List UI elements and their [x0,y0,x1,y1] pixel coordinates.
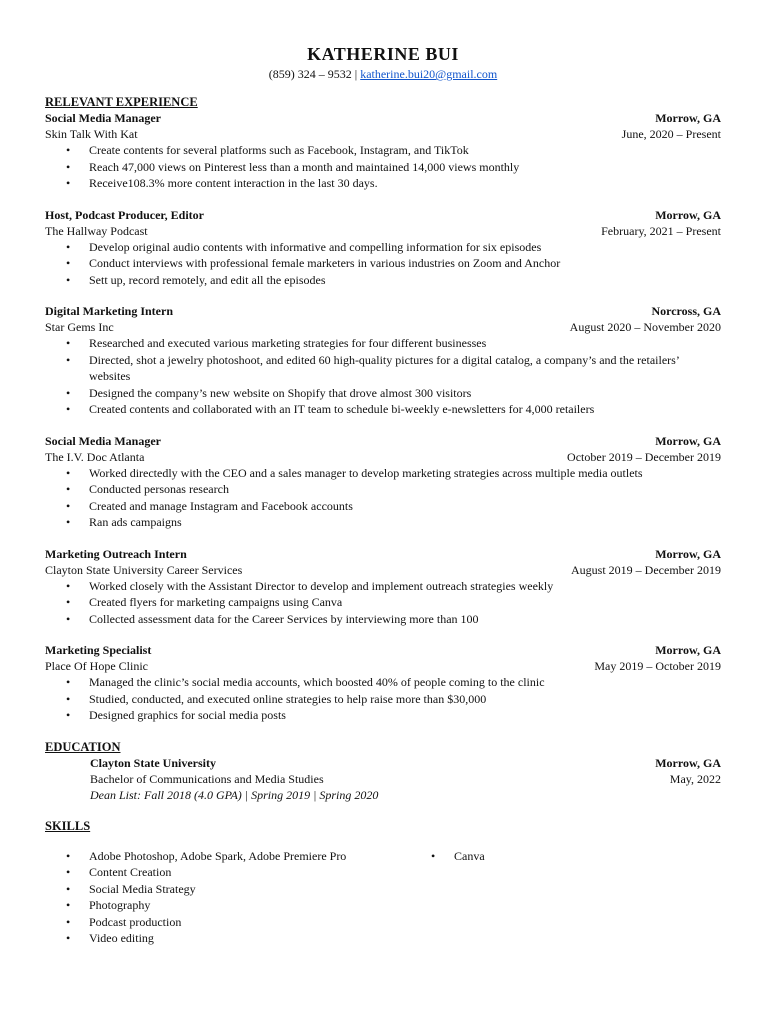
job-organization: Place Of Hope Clinic [45,659,148,673]
bullet-item: • Reach 47,000 views on Pinterest less than a month and maintained 14,000 views monthly [89,159,721,176]
job-dates: June, 2020 – Present [621,127,721,141]
email-link[interactable]: katherine.bui20@gmail.com [360,67,498,81]
bullet-item: • Develop original audio contents with informative and compelling information for six episodes [89,239,721,256]
resume-page [45,42,721,947]
skills-heading: SKILLS [45,818,91,833]
job-bullets [45,335,721,418]
skill-item: • Podcast production [89,914,365,931]
skills-list [45,848,721,947]
education-heading: EDUCATION [45,739,121,754]
bullet-item: • Designed graphics for social media posts [89,707,721,724]
job-dates: August 2020 – November 2020 [569,320,721,334]
job-dates: May 2019 – October 2019 [594,659,721,673]
skills-column-right [410,848,610,865]
skill-item: • Content Creation [89,864,365,881]
job-role: Marketing Specialist [45,643,152,657]
graduation-date: May, 2022 [669,771,721,786]
bullet-item: • Researched and executed various marketing strategies for four different businesses [89,335,721,352]
job-role: Host, Podcast Producer, Editor [45,207,204,222]
job-organization: Star Gems Inc [45,320,114,334]
bullet-item: • Conduct interviews with professional female marketers in various industries on Zoom and Anchor [89,255,721,272]
bullet-item: • Worked closely with the Assistant Director to develop and implement outreach strategies weekly [89,578,721,595]
experience-heading: RELEVANT EXPERIENCE [45,95,198,109]
bullet-item: • Worked directedly with the CEO and a sales manager to develop marketing strategies across multiple media outlets [89,465,721,482]
bullet-item: • Collected assessment data for the Career Services by interviewing more than 100 [89,611,721,628]
honors: Dean List: Fall 2018 (4.0 GPA) | Spring 2019 | Spring 2020 [90,787,379,802]
job-entry [45,433,721,531]
job-bullets [45,142,721,192]
education-entry [45,755,721,803]
bullet-item: • Created and manage Instagram and Facebook accounts [89,498,721,515]
job-entry [45,110,721,192]
bullet-item: • Created contents and collaborated with an IT team to schedule bi-weekly e-newsletters for 4,000 retailers [89,401,721,418]
bullet-item: • Ran ads campaigns [89,514,721,531]
candidate-name: KATHERINE BUI [307,44,459,64]
bullet-item: • Studied, conducted, and executed online strategies to help raise more than $30,000 [89,691,721,708]
school-name: Clayton State University [90,755,216,770]
phone-number: (859) 324 – 9532 | [268,67,358,81]
job-bullets [45,239,721,289]
skill-item: • Video editing [89,930,365,947]
skill-item: • Canva [454,848,610,865]
skills-column-left [45,848,365,947]
bullet-item: • Designed the company’s new website on Shopify that drove almost 300 visitors [89,385,721,402]
job-role: Marketing Outreach Intern [45,546,187,561]
job-location: Norcross, GA [651,304,721,318]
bullet-item: • Create contents for several platforms such as Facebook, Instagram, and TikTok [89,142,721,159]
bullet-item: • Managed the clinic’s social media accounts, which boosted 40% of people coming to the clinic [89,674,721,691]
degree: Bachelor of Communications and Media Studies [90,771,324,786]
job-entry [45,303,721,418]
job-organization: The Hallway Podcast [45,223,148,238]
contact-line [45,66,721,82]
school-location: Morrow, GA [655,755,721,770]
skill-item: • Social Media Strategy [89,881,365,898]
job-role: Social Media Manager [45,111,161,125]
job-entry [45,546,721,628]
job-role: Social Media Manager [45,433,161,448]
job-entry [45,642,721,724]
job-location: Morrow, GA [655,643,721,657]
job-organization: Clayton State University Career Services [45,562,243,577]
job-location: Morrow, GA [655,207,721,222]
job-bullets [45,465,721,531]
job-role: Digital Marketing Intern [45,304,173,318]
bullet-item: • Conducted personas research [89,481,721,498]
job-location: Morrow, GA [655,111,721,125]
job-location: Morrow, GA [655,433,721,448]
experience-list [45,110,721,724]
job-organization: Skin Talk With Kat [45,127,138,141]
bullet-item: • Receive108.3% more content interaction in the last 30 days. [89,175,721,192]
job-dates: February, 2021 – Present [601,223,721,238]
skill-item: • Adobe Photoshop, Adobe Spark, Adobe Premiere Pro [89,848,365,865]
bullet-item: • Created flyers for marketing campaigns using Canva [89,594,721,611]
job-entry [45,207,721,289]
job-bullets [45,674,721,724]
job-location: Morrow, GA [655,546,721,561]
skill-item: • Photography [89,897,365,914]
bullet-item: • Directed, shot a jewelry photoshoot, and edited 60 high-quality pictures for a digital catalog, a company’s and the retailers’ websites [89,352,721,385]
bullet-item: • Sett up, record remotely, and edit all the episodes [89,272,721,289]
job-bullets [45,578,721,628]
job-dates: August 2019 – December 2019 [571,562,721,577]
job-dates: October 2019 – December 2019 [567,449,721,464]
job-organization: The I.V. Doc Atlanta [45,449,145,464]
